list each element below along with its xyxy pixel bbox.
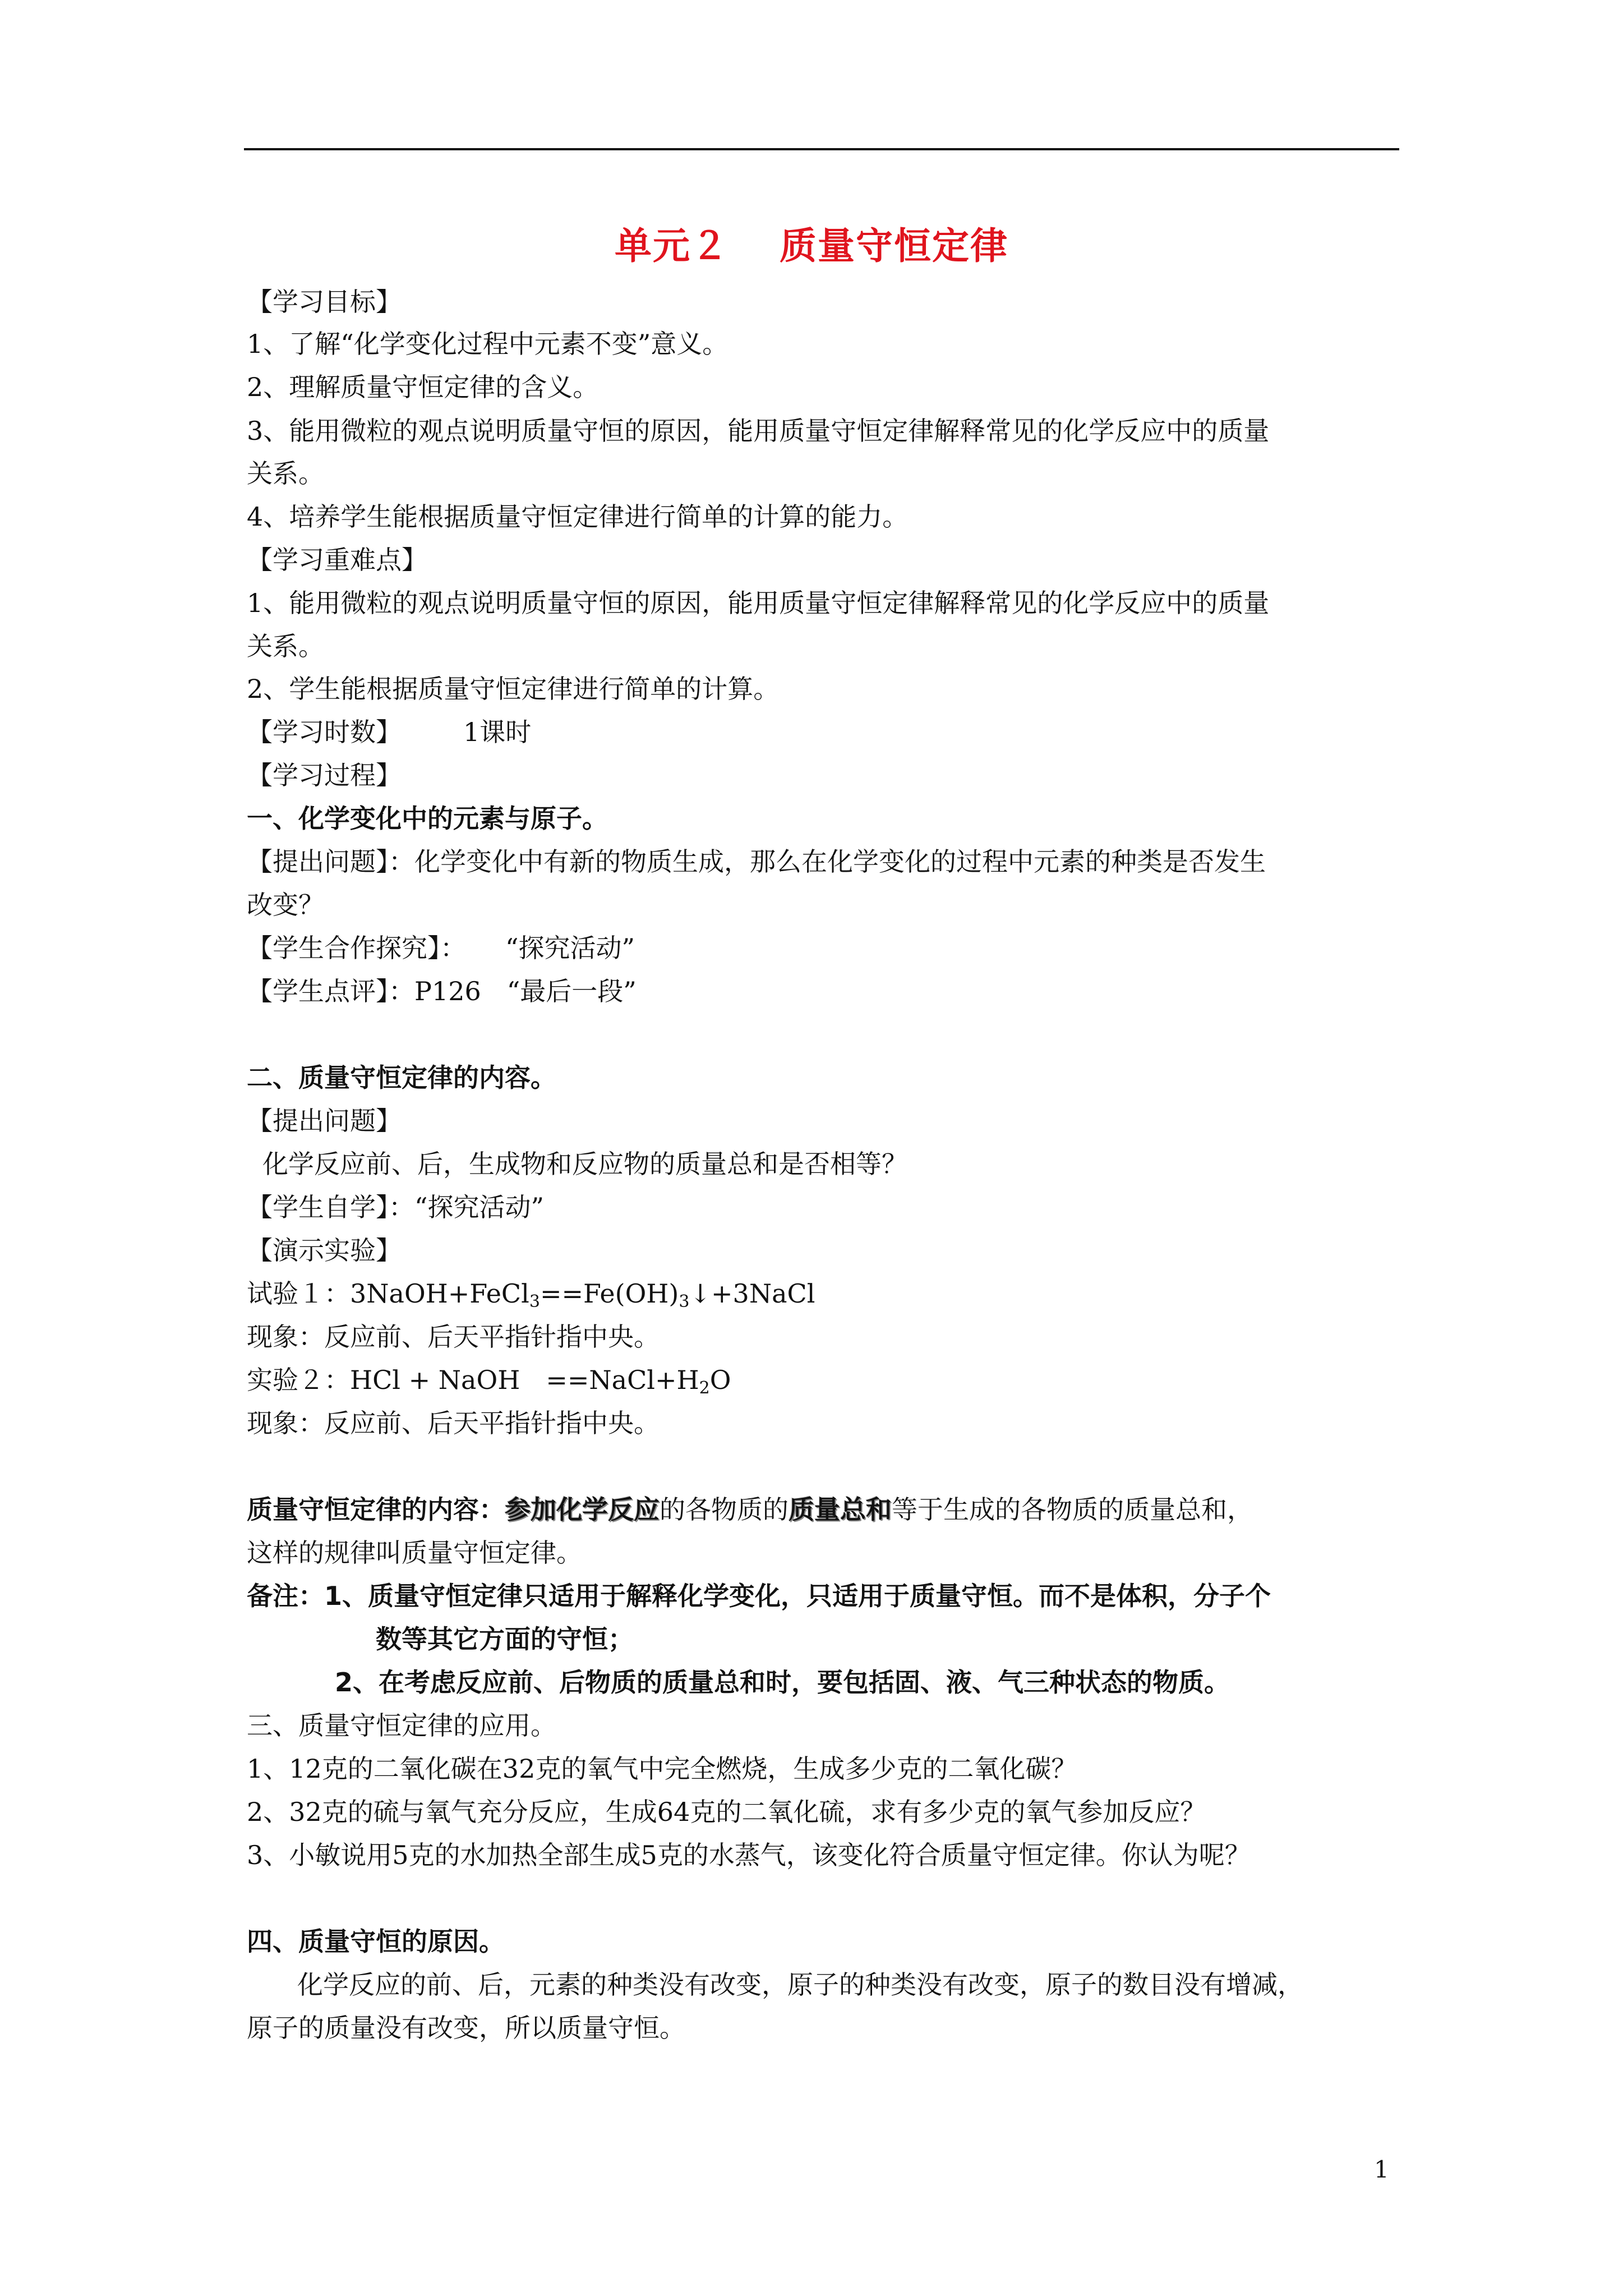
- application-item: 1、12克的二氧化碳在32克的氧气中完全燃烧，生成多少克的二氧化碳？: [247, 1754, 1077, 1784]
- study-hours: [247, 716, 1404, 748]
- application-item: 3、小敏说用5克的水加热全部生成5克的水蒸气，该变化符合质量守恒定律。你认为呢？: [247, 1840, 1251, 1870]
- title-topic: 质量守恒定律: [780, 224, 1008, 268]
- question-text: 化学变化中有新的物质生成，那么在化学变化的过程中元素的种类是否发生: [414, 846, 1266, 877]
- question-label: 【提出问题】：: [247, 846, 414, 877]
- page-number: 1: [1374, 2156, 1389, 2183]
- process-heading: 【学习过程】: [247, 760, 402, 790]
- experiment-2-label: 实验２：: [247, 1365, 350, 1395]
- section1-heading: 一、化学变化中的元素与原子。: [247, 803, 608, 834]
- review-text: P126 “最后一段”: [414, 976, 637, 1006]
- difficulties-heading: 【学习重难点】: [247, 545, 427, 575]
- objectives-heading: 【学习目标】: [247, 287, 402, 317]
- study-hours-value: 1课时: [463, 717, 532, 747]
- explore-text: “探究活动”: [505, 933, 635, 963]
- section1-review: [247, 976, 1404, 1007]
- law-emphasis-1: 参加化学反应: [505, 1494, 660, 1525]
- self-study: 【学生自学】：“探究活动”: [247, 1192, 545, 1222]
- section2-question-text: 化学反应前、后，生成物和反应物的质量总和是否相等？: [262, 1149, 907, 1179]
- application-item: 2、32克的硫与氧气充分反应，生成64克的二氧化硫，求有多少克的氧气参加反应？: [247, 1797, 1206, 1827]
- law-statement: 质量守恒定律的内容：参加化学反应的各物质的质量总和等于生成的各物质的质量总和，: [247, 1494, 1253, 1525]
- objective-item: 4、培养学生能根据质量守恒定律进行简单的计算的能力。: [247, 501, 909, 532]
- experiment-2: [247, 1364, 1404, 1404]
- section2-question-label: 【提出问题】: [247, 1106, 402, 1136]
- review-label: 【学生点评】：: [247, 976, 414, 1006]
- demo-heading: 【演示实验】: [247, 1235, 402, 1266]
- difficulty-item: 2、学生能根据质量守恒定律进行简单的计算。: [247, 674, 780, 704]
- observation-2: 现象：反应前、后天平指针指中央。: [247, 1408, 660, 1438]
- section4-line-2: 原子的质量没有改变，所以质量守恒。: [247, 2013, 685, 2043]
- section4-line-1: 化学反应的前、后，元素的种类没有改变，原子的种类没有改变，原子的数目没有增减，: [297, 1970, 1303, 2000]
- difficulty-item: 关系。: [247, 631, 324, 661]
- difficulty-item: 1、能用微粒的观点说明质量守恒的原因，能用质量守恒定律解释常见的化学反应中的质量: [247, 588, 1270, 618]
- section1-question-cont: 改变？: [247, 890, 324, 920]
- experiment-1: [247, 1278, 1404, 1318]
- explore-label: 【学生合作探究】：: [247, 933, 466, 963]
- study-hours-label: 【学习时数】: [247, 717, 402, 747]
- section3-heading: 三、质量守恒定律的应用。: [247, 1710, 556, 1741]
- note-line-2: 数等其它方面的守恒；: [376, 1624, 634, 1654]
- page-title: [0, 216, 1623, 269]
- note-line-1: 备注：1、质量守恒定律只适用于解释化学变化，只适用于质量守恒。而不是体积，分子个: [247, 1581, 1271, 1611]
- objective-item: 1、了解“化学变化过程中元素不变”意义。: [247, 329, 728, 359]
- note-line-3: 2、在考虑反应前、后物质的质量总和时，要包括固、液、气三种状态的物质。: [335, 1667, 1230, 1697]
- equation-2: HCl + NaOH $==NaCl+H_2O$: [350, 1365, 731, 1398]
- law-emphasis-2: 质量总和: [789, 1494, 892, 1525]
- law-label: 质量守恒定律的内容：: [247, 1494, 505, 1525]
- observation-1: 现象：反应前、后天平指针指中央。: [247, 1322, 660, 1352]
- equation-1: $3NaOH+FeCl_3==Fe(OH)_3↓+3NaCl$: [350, 1278, 815, 1312]
- objective-item: 2、理解质量守恒定律的含义。: [247, 372, 599, 402]
- section1-question: [247, 846, 1404, 877]
- section2-heading: 二、质量守恒定律的内容。: [247, 1062, 556, 1093]
- experiment-1-label: 试验１：: [247, 1278, 350, 1309]
- section4-heading: 四、质量守恒的原因。: [247, 1926, 505, 1957]
- title-unit: 单元２: [615, 224, 729, 268]
- objective-item: 3、能用微粒的观点说明质量守恒的原因，能用质量守恒定律解释常见的化学反应中的质量: [247, 416, 1270, 446]
- section1-explore: [247, 932, 1404, 964]
- objective-item: 关系。: [247, 458, 324, 489]
- law-statement-cont: 这样的规律叫质量守恒定律。: [247, 1538, 582, 1568]
- header-rule: [244, 148, 1399, 150]
